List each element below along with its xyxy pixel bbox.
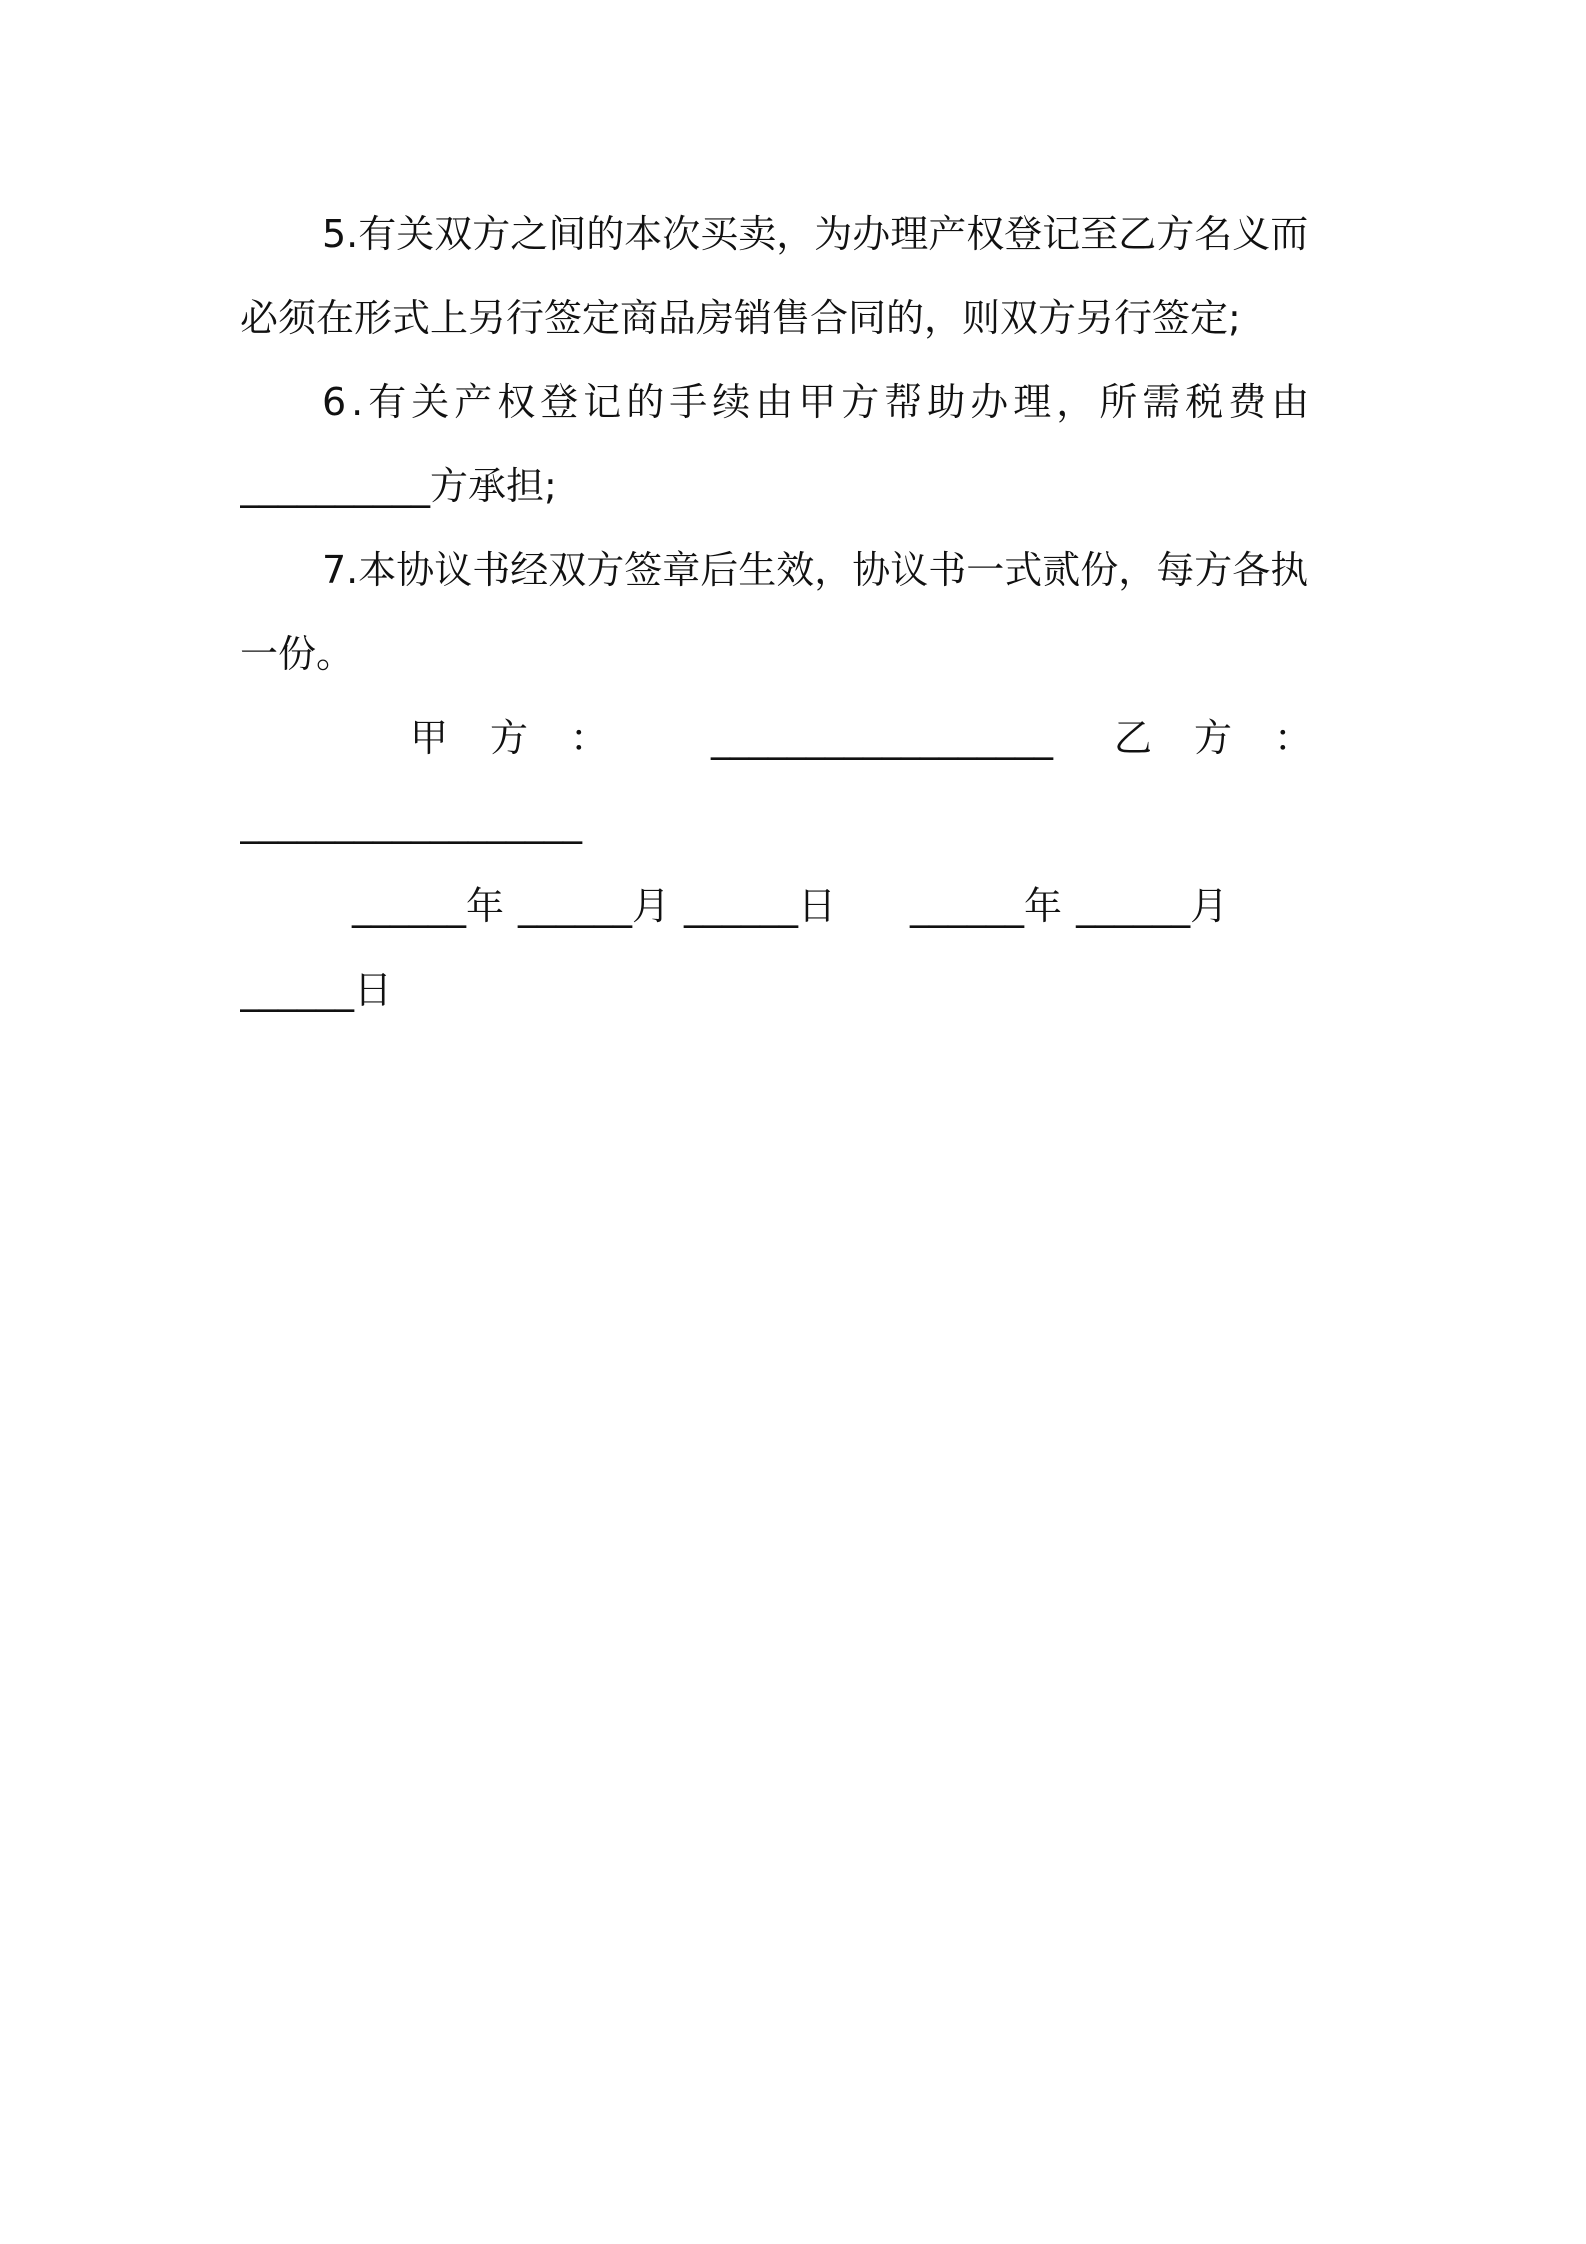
clause-7-line-2: 一份。	[240, 632, 355, 676]
clause-7-line-1: 7.本协议书经双方签章后生效，协议书一式贰份，每方各执	[322, 548, 1309, 592]
party-a-day: ______日	[684, 884, 837, 928]
signature-row	[240, 696, 1354, 780]
party-a-year: ______年	[352, 884, 505, 928]
clause-6-line-1: 6.有关产权登记的手续由甲方帮助办理，所需税费由	[322, 380, 1315, 424]
party-b-month: ______月	[1076, 884, 1229, 928]
party-b-day: ______日	[240, 968, 393, 1012]
party-b-label: 乙方：	[1113, 716, 1354, 760]
party-a-label: 甲方：	[410, 716, 651, 760]
party-a-blank: __________________	[711, 716, 1053, 760]
clause-5-line-2: 必须在形式上另行签定商品房销售合同的，则双方另行签定;	[240, 296, 1241, 340]
clause-5-line-1: 5.有关双方之间的本次买卖，为办理产权登记至乙方名义而	[322, 212, 1309, 256]
party-a-month: ______月	[518, 884, 671, 928]
clause-6-line-2: __________方承担;	[240, 464, 557, 508]
date-row	[240, 864, 1354, 948]
party-b-blank: __________________	[240, 800, 582, 844]
party-b-year: ______年	[910, 884, 1063, 928]
contract-text	[240, 192, 1354, 1032]
